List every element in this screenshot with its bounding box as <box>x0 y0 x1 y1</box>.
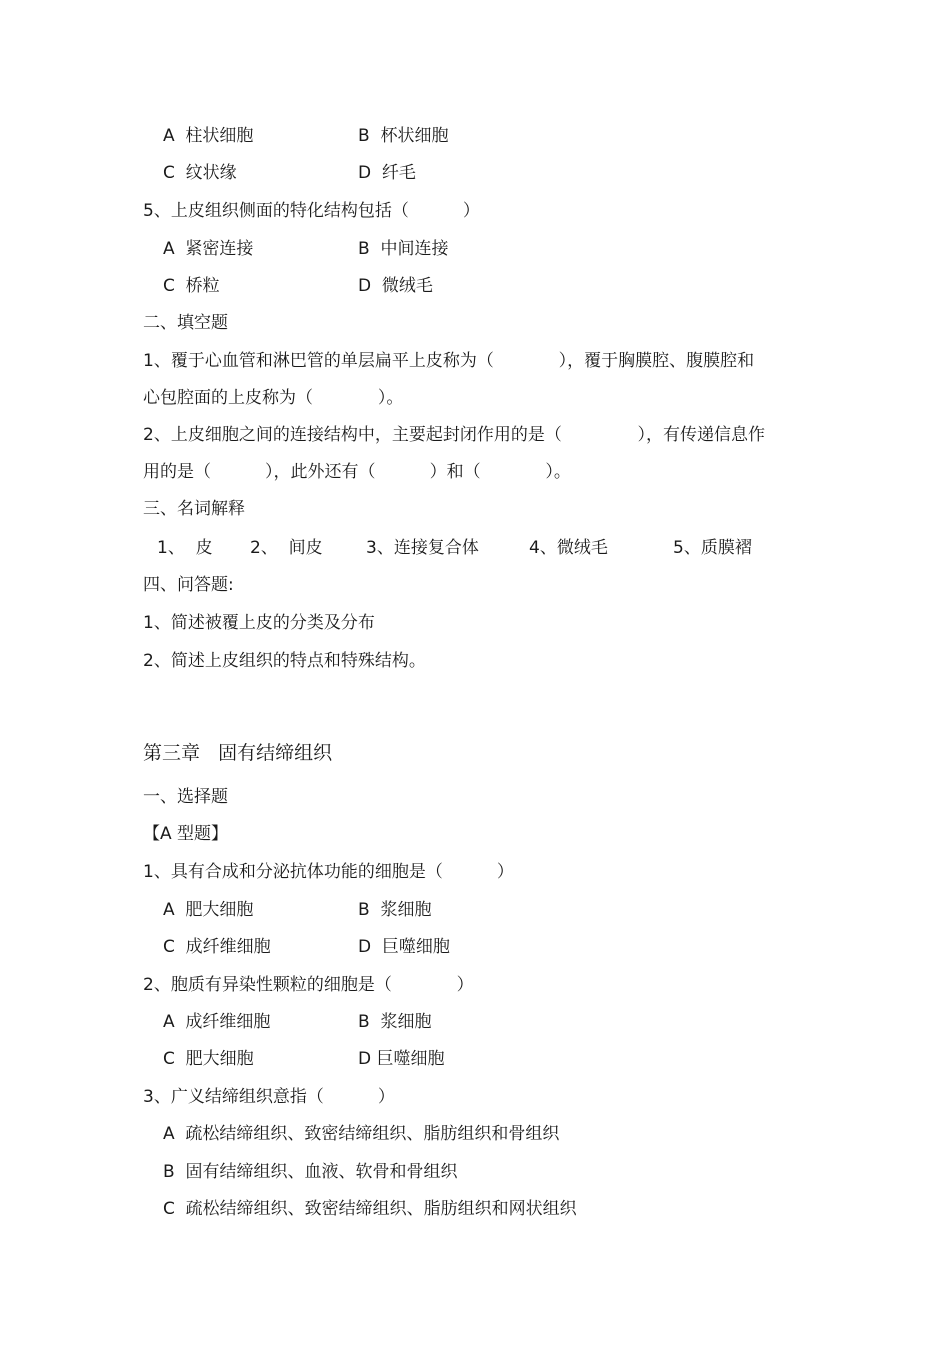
ch3-q3-option-b: B 固有结缔组织、血液、软骨和骨组织 <box>163 1162 458 1182</box>
term-1: 1、 皮 <box>157 538 213 558</box>
fill-q2-line2: 用的是（ ），此外还有（ ）和（ ）。 <box>143 462 571 482</box>
ch3-q2-option-b: B 浆细胞 <box>358 1012 432 1032</box>
ch3-q3-stem: 3、广义结缔组织意指（ ） <box>143 1087 395 1107</box>
term-5: 5、质膜褶 <box>673 538 752 558</box>
ch3-q1-option-b: B 浆细胞 <box>358 900 432 920</box>
section-choice-heading: 一、选择题 <box>143 787 228 807</box>
ch3-q1-option-d: D 巨噬细胞 <box>358 937 450 957</box>
fill-q1-line1: 1、覆于心血管和淋巴管的单层扁平上皮称为（ ），覆于胸膜腔、腹膜腔和 <box>143 351 755 371</box>
ch3-q2-option-a: A 成纤维细胞 <box>163 1012 271 1032</box>
qa-heading: 四、问答题: <box>143 575 234 595</box>
ch3-q2-stem: 2、胞质有异染性颗粒的细胞是（ ） <box>143 975 474 995</box>
qa-q2: 2、简述上皮组织的特点和特殊结构。 <box>143 651 426 671</box>
ch3-q2-option-d: D 巨噬细胞 <box>358 1049 445 1069</box>
chapter-title: 第三章 固有结缔组织 <box>143 742 333 764</box>
q5-option-b: B 中间连接 <box>358 239 449 259</box>
fill-q1-line2: 心包腔面的上皮称为（ ）。 <box>143 388 404 408</box>
q5-stem: 5、上皮组织侧面的特化结构包括（ ） <box>143 201 480 221</box>
term-2: 2、 间皮 <box>250 538 323 558</box>
q5-option-c: C 桥粒 <box>163 276 220 296</box>
fill-heading: 二、填空题 <box>143 313 228 333</box>
fill-q2-line1: 2、上皮细胞之间的连接结构中，主要起封闭作用的是（ ），有传递信息作 <box>143 425 765 445</box>
q4-option-b: B 杯状细胞 <box>358 126 449 146</box>
q4-option-c: C 纹状缘 <box>163 163 237 183</box>
ch3-q1-stem: 1、具有合成和分泌抗体功能的细胞是（ ） <box>143 862 514 882</box>
ch3-q3-option-c: C 疏松结缔组织、致密结缔组织、脂肪组织和网状组织 <box>163 1199 577 1219</box>
ch3-q1-option-c: C 成纤维细胞 <box>163 937 271 957</box>
q4-option-a: A 柱状细胞 <box>163 126 254 146</box>
term-4: 4、微绒毛 <box>529 538 608 558</box>
qa-q1: 1、简述被覆上皮的分类及分布 <box>143 613 375 633</box>
q4-option-d: D 纤毛 <box>358 163 416 183</box>
term-3: 3、连接复合体 <box>366 538 479 558</box>
q5-option-d: D 微绒毛 <box>358 276 433 296</box>
ch3-q3-option-a: A 疏松结缔组织、致密结缔组织、脂肪组织和骨组织 <box>163 1124 560 1144</box>
terms-heading: 三、名词解释 <box>143 499 245 519</box>
ch3-q1-option-a: A 肥大细胞 <box>163 900 254 920</box>
ch3-q2-option-c: C 肥大细胞 <box>163 1049 254 1069</box>
q5-option-a: A 紧密连接 <box>163 239 254 259</box>
type-a-heading: 【A 型题】 <box>143 824 229 844</box>
